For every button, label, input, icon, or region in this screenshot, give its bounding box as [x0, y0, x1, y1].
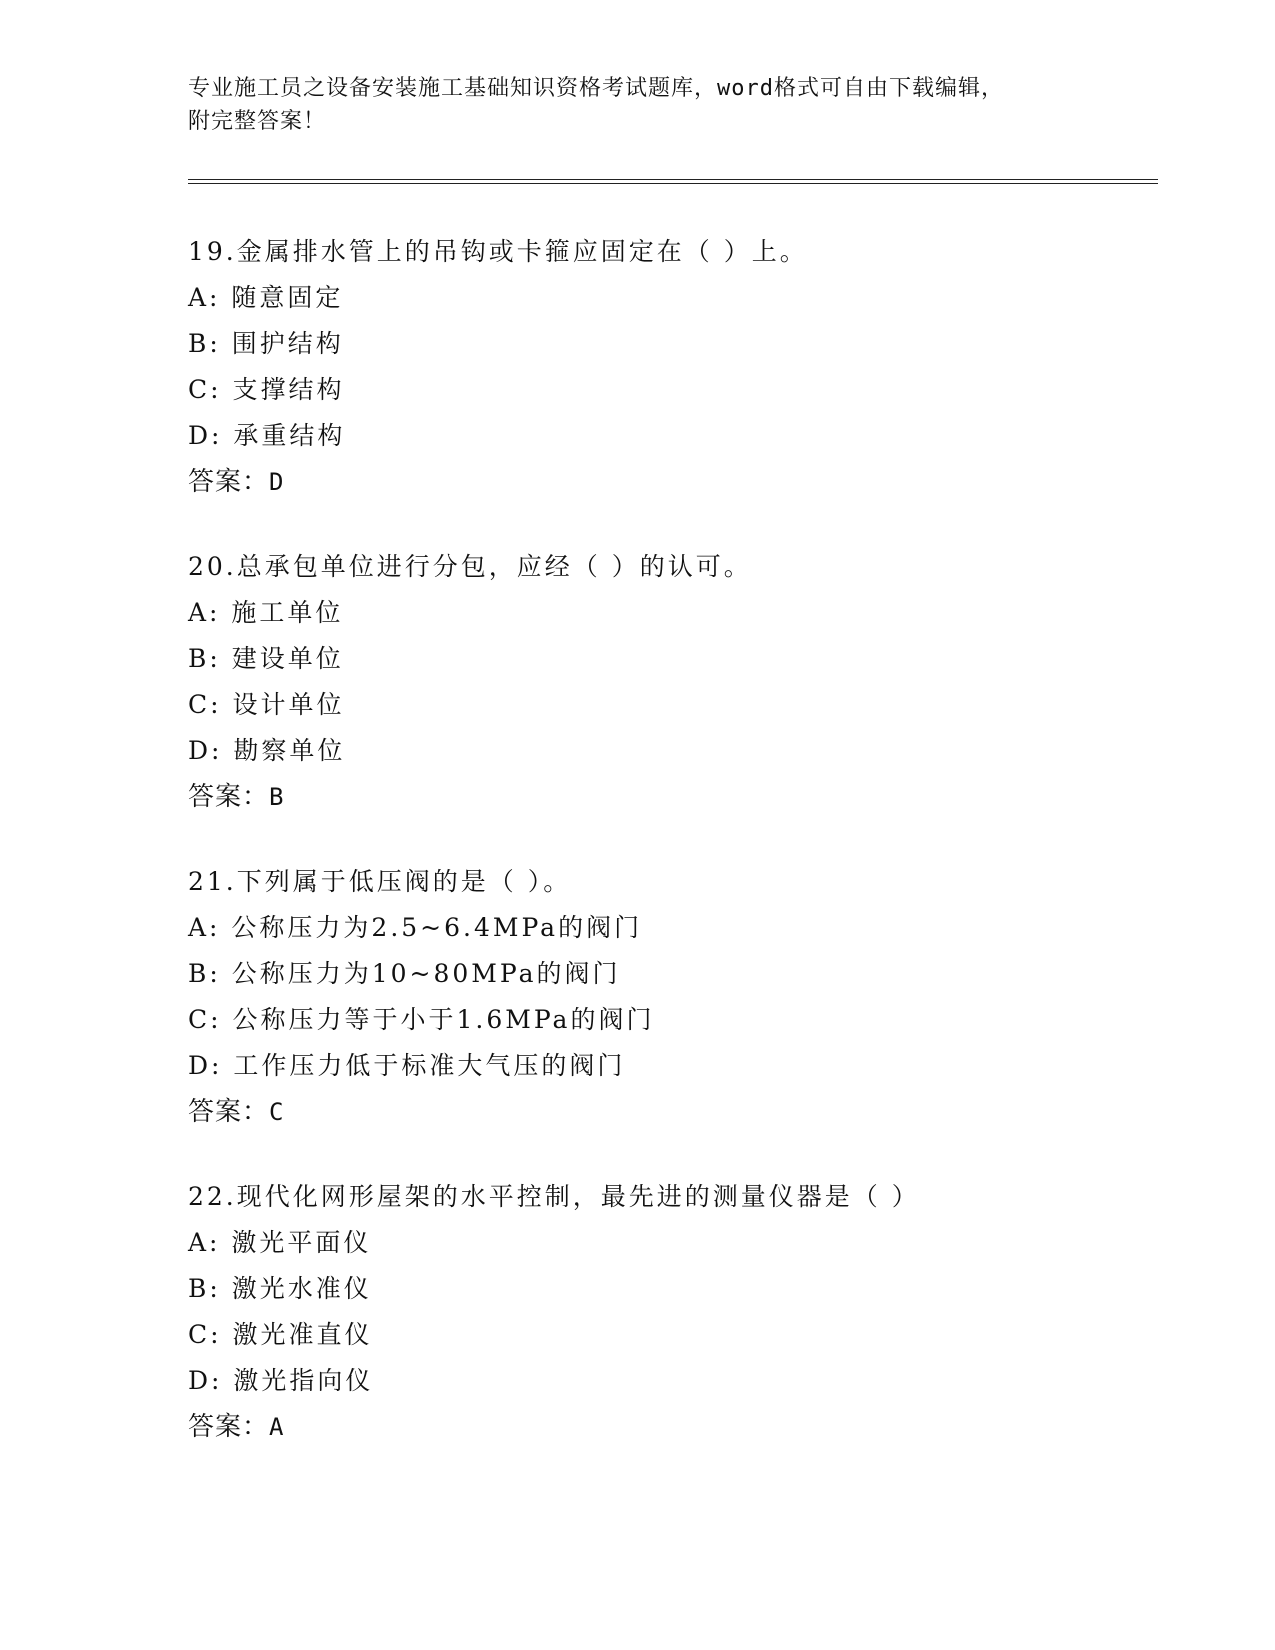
answer-value: A	[269, 1413, 285, 1441]
header-line-2: 附完整答案！	[188, 109, 327, 134]
header-line-1: 专业施工员之设备安装施工基础知识资格考试题库，word格式可自由下载编辑，	[188, 76, 1004, 101]
answer-label: 答案：	[188, 782, 270, 812]
document-header	[188, 72, 1088, 138]
answer-label: 答案：	[188, 1097, 270, 1127]
option-c: C: 公称压力等于小于1.6MPa的阀门	[188, 1005, 655, 1034]
answer-label: 答案：	[188, 467, 270, 497]
answer-line	[188, 459, 1148, 505]
answer-line	[188, 774, 1148, 820]
answer-line	[188, 1089, 1148, 1135]
question-title: 21.下列属于低压阀的是（ ）。	[188, 867, 572, 896]
answer-label: 答案：	[188, 1412, 270, 1442]
option-b: B: 公称压力为10~80MPa的阀门	[188, 959, 621, 988]
question-title: 19.金属排水管上的吊钩或卡箍应固定在（ ）上。	[188, 237, 808, 266]
option-d: D: 勘察单位	[188, 736, 346, 765]
option-c: C: 激光准直仪	[188, 1320, 373, 1349]
option-b: B: 围护结构	[188, 329, 344, 358]
question-title: 20.总承包单位进行分包，应经（ ）的认可。	[188, 552, 752, 581]
question-19	[188, 229, 1148, 505]
option-c: C: 设计单位	[188, 690, 345, 719]
answer-value: B	[269, 783, 285, 811]
option-a: A: 施工单位	[188, 598, 344, 627]
question-22	[188, 1174, 1148, 1450]
option-c: C: 支撑结构	[188, 375, 345, 404]
option-d: D: 承重结构	[188, 421, 346, 450]
option-a: A: 随意固定	[188, 283, 344, 312]
option-d: D: 工作压力低于标准大气压的阀门	[188, 1051, 626, 1080]
answer-line	[188, 1404, 1148, 1450]
option-d: D: 激光指向仪	[188, 1366, 374, 1395]
question-21	[188, 859, 1148, 1135]
answer-value: C	[269, 1098, 285, 1126]
option-b: B: 建设单位	[188, 644, 344, 673]
option-a: A: 激光平面仪	[188, 1228, 372, 1257]
answer-value: D	[269, 468, 285, 496]
option-a: A: 公称压力为2.5~6.4MPa的阀门	[188, 913, 643, 942]
header-divider-top	[188, 179, 1158, 180]
option-b: B: 激光水准仪	[188, 1274, 372, 1303]
header-divider-bottom	[188, 183, 1158, 184]
question-20	[188, 544, 1148, 820]
question-title: 22.现代化网形屋架的水平控制，最先进的测量仪器是（ ）	[188, 1182, 920, 1211]
